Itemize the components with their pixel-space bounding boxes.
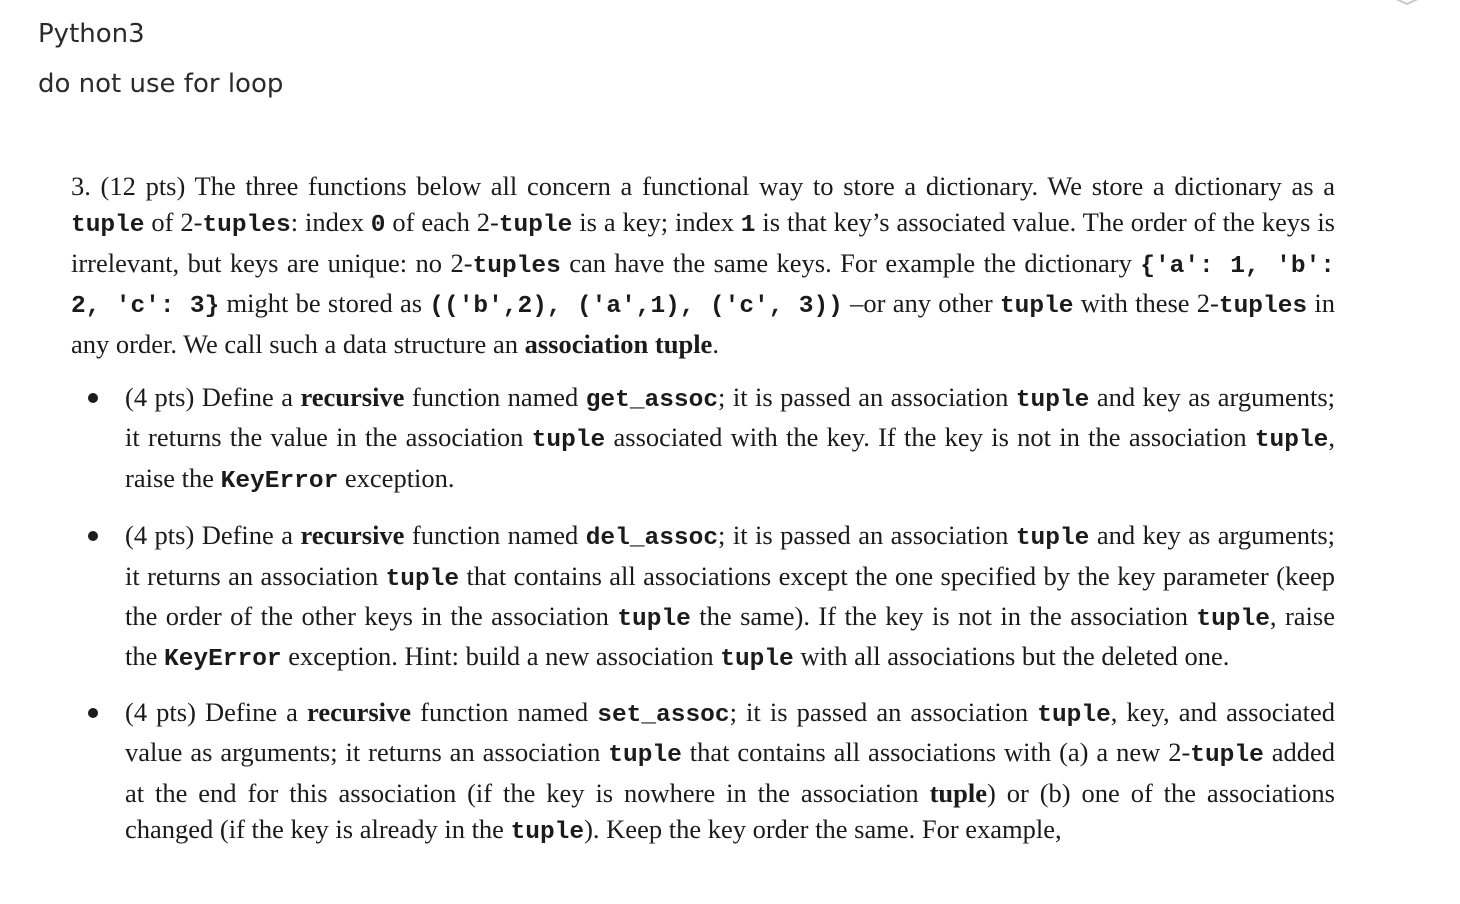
function-requirements-list [71, 379, 1335, 851]
post-text-instruction: do not use for loop [38, 69, 284, 99]
bullet-icon [88, 708, 98, 718]
list-item-get-assoc: (4 pts) Define a recursive function named get_assoc; it is passed an association tuple and key as arguments; it returns the value in the association tuple associated with the key. If the key is not in the association tuple, raise the KeyError exception. [71, 379, 1335, 500]
list-item-del-assoc: (4 pts) Define a recursive function named del_assoc; it is passed an association tuple and key as arguments; it returns an association tuple that contains all associations except the one specified by the key parameter (keep the order of the other keys in the association tuple the same). If the key is not in the association tuple, raise the KeyError exception. Hint: build a new association tuple with all associations but the deleted one. [71, 517, 1335, 679]
bullet-icon [88, 531, 98, 541]
post-text-python3: Python3 [38, 19, 145, 49]
expand-corner-icon[interactable] [1392, 0, 1422, 8]
bullet-icon [88, 393, 98, 403]
list-item-set-assoc: (4 pts) Define a recursive function named set_assoc; it is passed an association tuple, key, and associated value as arguments; it returns an association tuple that contains all associations with (a) a new 2-tuple added at the end for this association (if the key is nowhere in the association tuple) or (b) one of the associations changed (if the key is already in the tuple). Keep the key order the same. For example, [71, 694, 1335, 852]
question-intro-paragraph: 3. (12 pts) The three functions below all concern a functional way to store a dictionary. We store a dictionary as a tuple of 2-tuples: index 0 of each 2-tuple is a key; index 1 is that key’s associated value. The order of the keys is irrelevant, but keys are unique: no 2-tuples can have the same keys. For example the dictionary {'a': 1, 'b': 2, 'c': 3} might be stored as (('b',2), ('a',1), ('c', 3)) –or any other tuple with these 2-tuples in any order. We call such a data structure an association tuple. [71, 171, 1335, 359]
question-image-content [71, 168, 1335, 852]
